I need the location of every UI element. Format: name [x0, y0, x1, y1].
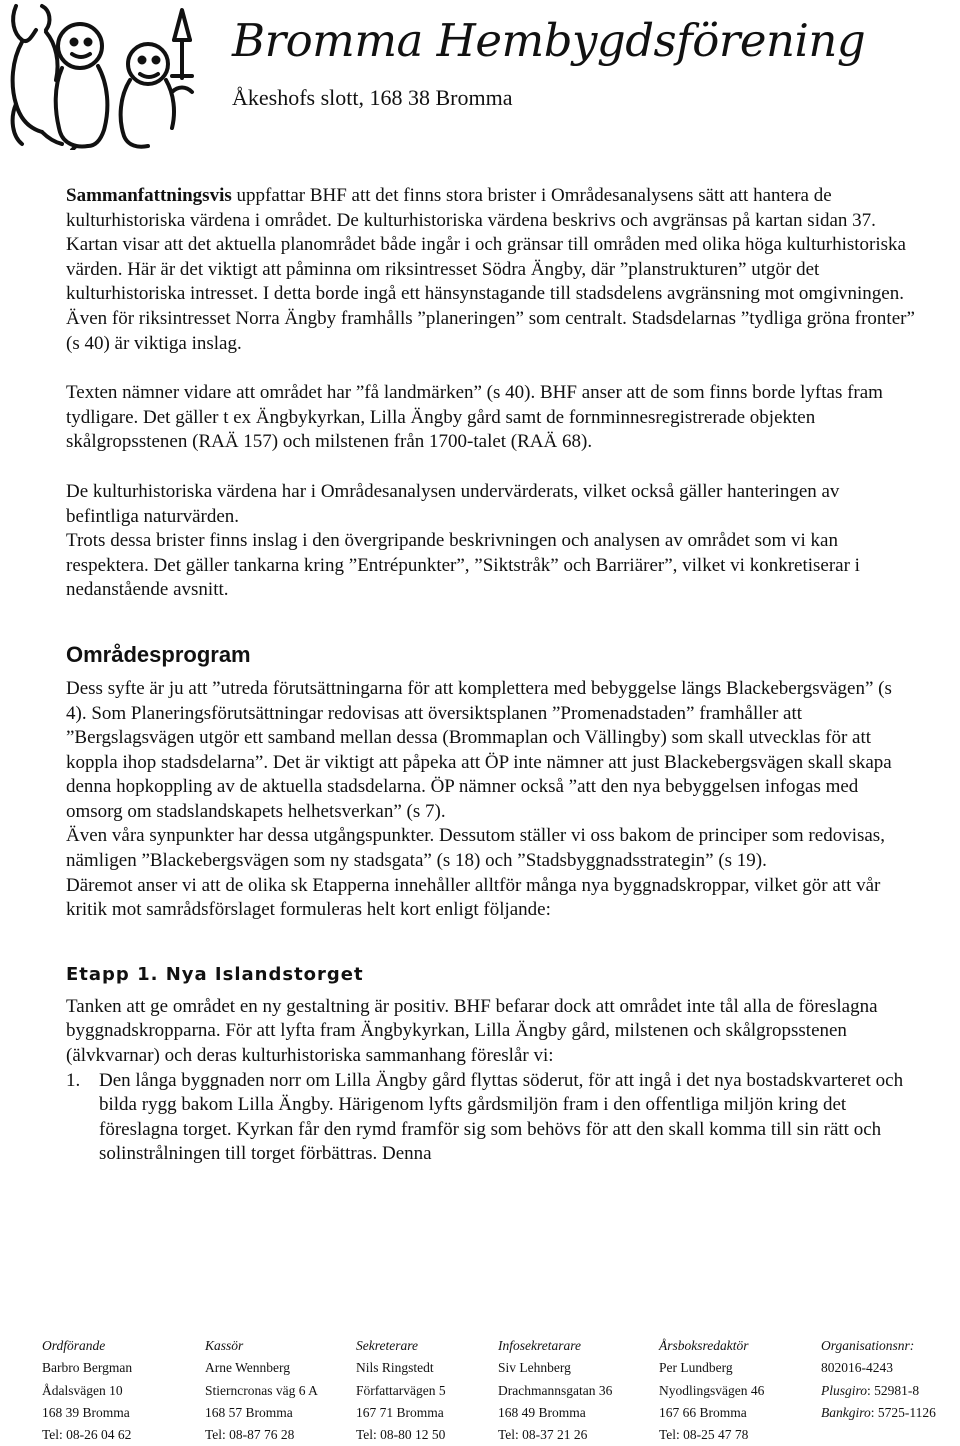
paragraph-principles: Även våra synpunkter har dessa utgångspunkter. Dessutom ställer vi oss bakom de principer som redovisas, nämligen ”Blackebergsvägen som ny stadsgata” (s 18) och ”Stadsbyggnadsstrategin” (s 19).: [66, 825, 885, 872]
heading-omradesprogram: Områdesprogram: [66, 641, 251, 667]
summary-text: uppfattar BHF att det finns stora brister i Områdesanalysens sätt att hantera de kulturhistoriska värdena i området. De kulturhistoriska värdena beskrivs och avgränsas på kartan sidan 37. Kartan visar att det aktuella planområdet både ingår i och gränsar till områden med olika höga kulturhistoriska värden. Här är det viktigt att påminna om riksintresset Södra Ängby, där ”planstrukturen” utgör det kulturhistoriska intresset. I detta borde ingå ett hänsynstagande till stadsdelens avgränsning mot omgivningen. Även för riksintresset Norra Ängby framhålls ”planeringen” som centralt. Stadsdelarnas ”tydliga gröna fronter” (s 40) är viktiga inslag.: [66, 185, 915, 354]
footer-column-yearbook-editor: [659, 1335, 821, 1446]
footer-column-secretary: [356, 1335, 498, 1446]
footer-phone: Tel: 08-87 76 28: [205, 1427, 295, 1443]
footer-name: Arne Wennberg: [205, 1360, 291, 1376]
bankgiro-label: Bankgiro: [821, 1404, 871, 1420]
list-item-number: 1.: [66, 1069, 81, 1091]
footer-role: Ordförande: [42, 1338, 106, 1353]
plusgiro: [821, 1380, 960, 1402]
heading-etapp-1: Etapp 1. Nya Islandstorget: [66, 963, 364, 985]
list-item-text: Den långa byggnaden norr om Lilla Ängby gård flyttas söderut, för att ingå i det nya bostadskvarteret och bilda rygg bakom Lilla Ängby. Härigenom lyfts gårdsmiljön fram i den offentliga miljön kring det föreslagna torget. Kyrkan får den rymd framför sig som behövs för att den skall komma till sin rätt och solinstrålningen till torget förbättras. Denna: [99, 1069, 904, 1165]
footer-street: Stierncronas väg 6 A: [205, 1382, 318, 1398]
paragraph-etapp-1: Tanken att ge området en ny gestaltning är positiv. BHF befarar dock att området inte tål alla de föreslagna byggnadskropparna. För att lyfta fram Ängbykyrkan, Lilla Ängby gård, milstenen och skålgropsstenen (älvkvarnar) och deras kulturhistoriska sammanhang föreslår vi:: [66, 995, 878, 1067]
bankgiro: [821, 1402, 960, 1424]
footer-street: Nyodlingsvägen 46: [659, 1382, 765, 1398]
paragraph-criticism: Däremot anser vi att de olika sk Etapperna innehåller alltför många nya byggnadskroppar, vilket gör att vår kritik mot samrådsförslaget formuleras helt kort enligt följande:: [66, 874, 881, 921]
footer-name: Siv Lehnberg: [498, 1360, 571, 1376]
org-number-label: Organisationsnr:: [821, 1338, 915, 1353]
organization-title: Bromma Hembygdsförening: [232, 14, 866, 67]
footer-city: 167 66 Bromma: [659, 1404, 747, 1420]
footer-role: Infosekretarare: [498, 1338, 581, 1353]
footer-city: 167 71 Bromma: [356, 1404, 444, 1420]
summary-lead: Sammanfattningsvis: [66, 185, 232, 206]
org-number: 802016-4243: [821, 1360, 893, 1376]
footer-phone: Tel: 08-26 04 62: [42, 1427, 132, 1443]
footer-role: Sekreterare: [356, 1338, 418, 1353]
footer-name: Per Lundberg: [659, 1360, 733, 1376]
footer-column-treasurer: [205, 1335, 356, 1446]
organization-address: Åkeshofs slott, 168 38 Bromma: [232, 85, 513, 110]
footer-column-chair: [42, 1335, 205, 1446]
footer-street: Drachmannsgatan 36: [498, 1382, 613, 1398]
footer-name: Barbro Bergman: [42, 1360, 133, 1376]
paragraph-purpose: Dess syfte är ju att ”utreda förutsättningarna för att komplettera med bebyggelse längs Blackebergsvägen” (s 4). Som Planeringsförutsättningar redovisas att översiktsplanen ”Promenadstaden” framhåller att ”Bergslagsvägen utgör ett samband mellan dessa (Brommaplan och Vällingby) som skall utvecklas för att koppla ihop stadsdelarna”. Det är viktigt att påpeka att ÖP inte nämner att just Blackebergsvägen skall skapa denna hopkoppling av de aktuella stadsdelarna. ÖP nämner också ”att den nya bebyggelsen infogas med omsorg om stadslandskapets helhetsverkan” (s 7).: [66, 677, 892, 822]
plusgiro-label: Plusgiro: [821, 1382, 868, 1398]
footer-contacts: [42, 1335, 960, 1446]
footer-role: Kassör: [205, 1338, 244, 1353]
paragraph-landmarks: Texten nämner vidare att området har ”få landmärken” (s 40). BHF anser att de som finns borde lyftas fram tydligare. Det gäller t ex Ängbykyrkan, Lilla Ängby gård samt de fornminnesregistrerade objekten skålgropsstenen (RAÄ 157) och milstenen från 1700-talet (RAÄ 68).: [66, 382, 883, 453]
paragraph-respect: Trots dessa brister finns inslag i den övergripande beskrivningen och analysen av området som vi kan respektera. Det gäller tankarna kring ”Entrépunkter”, ”Siktstråk” och Barriärer”, vilket vi konkretiserar i nedanstående avsnitt.: [66, 530, 860, 601]
footer-city: 168 49 Bromma: [498, 1404, 586, 1420]
paragraph-summary: [66, 184, 916, 356]
paragraph-undervalued: De kulturhistoriska värdena har i Områdesanalysen undervärderats, vilket också gäller hanteringen av befintliga naturvärden.: [66, 480, 840, 527]
footer-name: Nils Ringstedt: [356, 1360, 434, 1376]
footer-phone: Tel: 08-25 47 78: [659, 1427, 749, 1443]
footer-street: Ådalsvägen 10: [42, 1382, 123, 1398]
letter-body: [66, 184, 916, 1167]
footer-city: 168 39 Bromma: [42, 1404, 130, 1420]
plusgiro-number: : 52981-8: [867, 1382, 920, 1398]
list-item: [66, 1069, 916, 1167]
figures-with-sword-logo: [2, 0, 207, 150]
bankgiro-number: : 5725-1126: [870, 1404, 936, 1420]
footer-phone: Tel: 08-37 21 26: [498, 1427, 588, 1443]
footer-street: Författarvägen 5: [356, 1382, 446, 1398]
footer-column-info-secretary: [498, 1335, 659, 1446]
footer-phone: Tel: 08-80 12 50: [356, 1427, 446, 1443]
footer-city: 168 57 Bromma: [205, 1404, 293, 1420]
footer-column-organization: [821, 1335, 960, 1446]
footer-role: Årsboksredaktör: [659, 1338, 749, 1353]
